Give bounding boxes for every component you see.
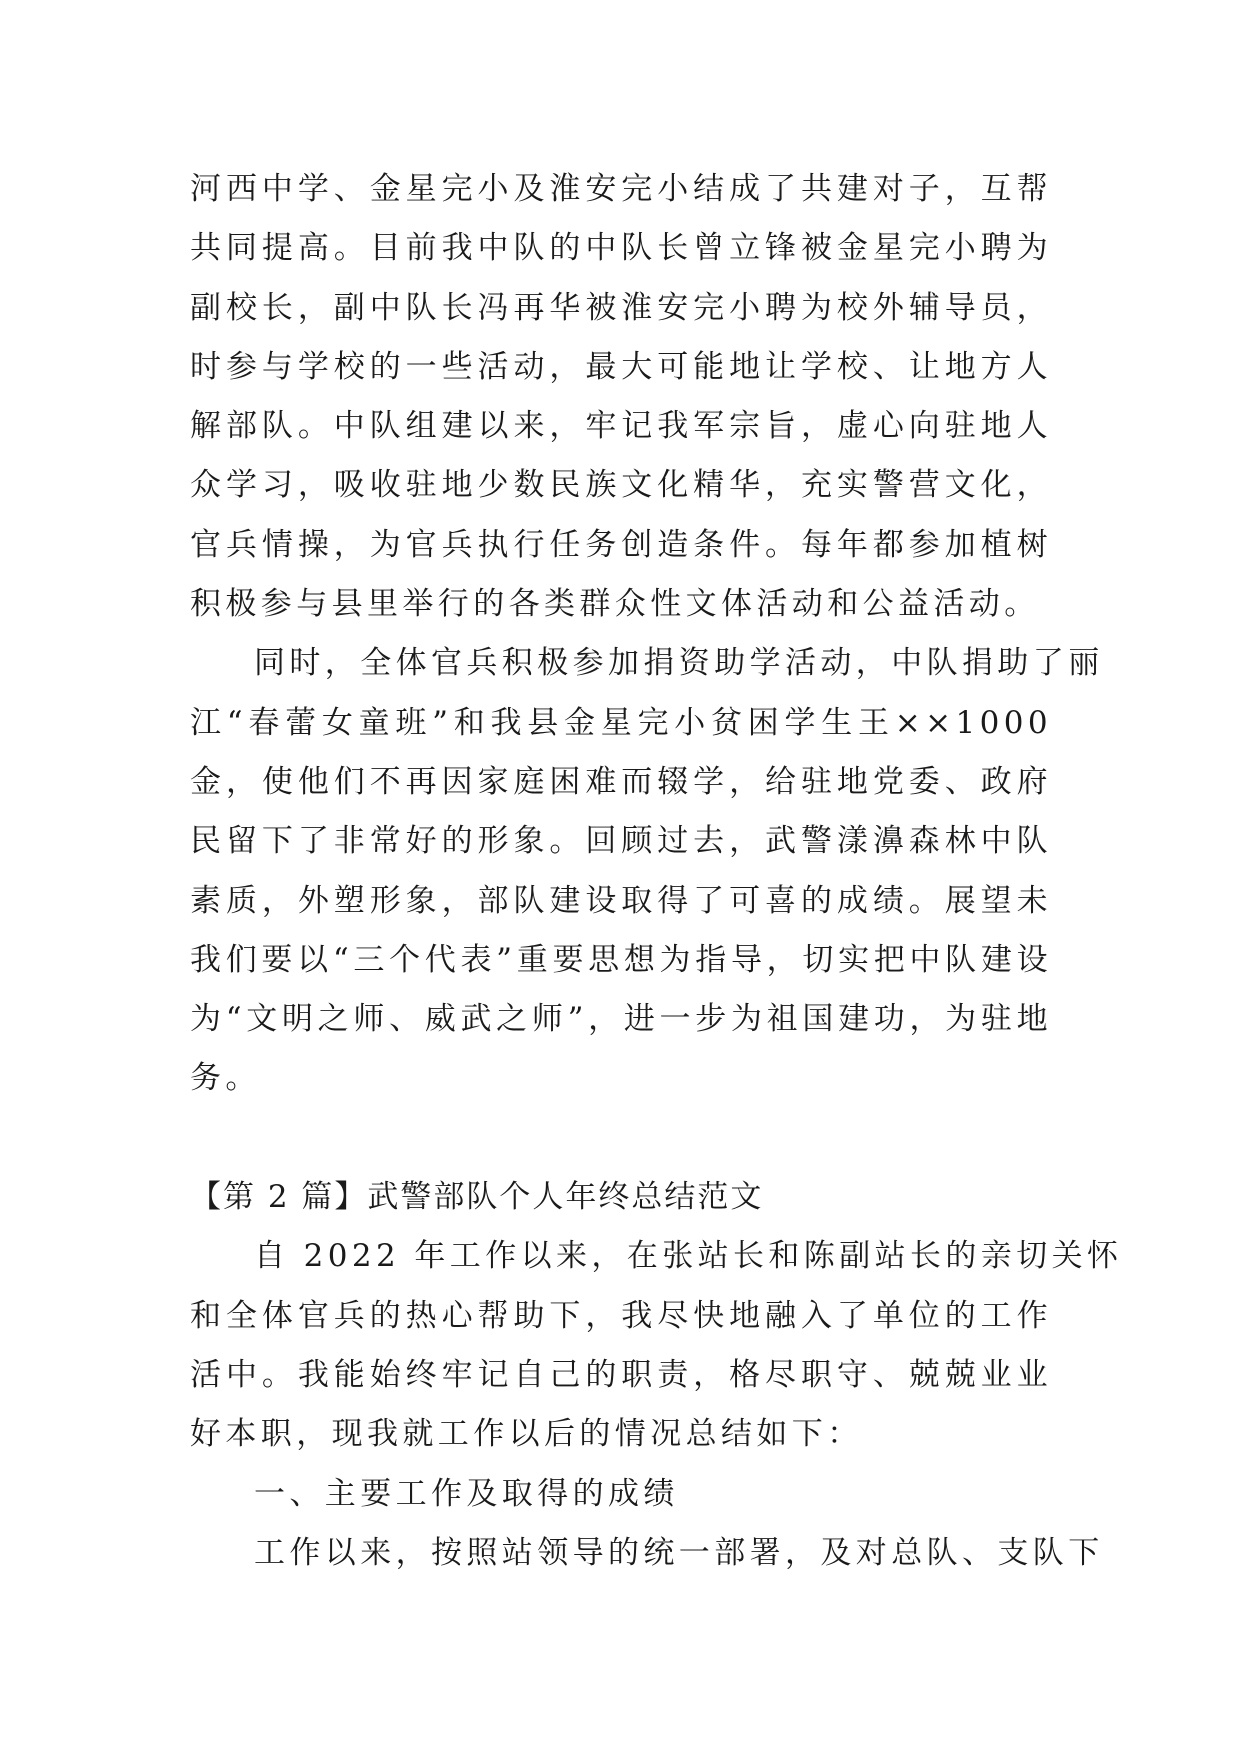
paragraph-4 (190, 1524, 1104, 1583)
paragraph-spacer (190, 1109, 1052, 1168)
text-line: 我们要以“三个代表”重要思想为指导，切实把中队建设 (190, 941, 1052, 978)
text-line: 众学习，吸收驻地少数民族文化精华，充实警营文化， (190, 467, 1052, 504)
text-line: 江“春蕾女童班”和我县金星完小贫困学生王××1000 (190, 704, 1052, 741)
text-line: 活中。我能始终牢记自己的职责，格尽职守、兢兢业业 (190, 1356, 1052, 1393)
paragraph-3 (190, 1227, 1123, 1464)
text-line: 和全体官兵的热心帮助下，我尽快地融入了单位的工作 (190, 1297, 1052, 1334)
text-line: 积极参与县里举行的各类群众性文体活动和公益活动。 (190, 586, 1040, 623)
paragraph-1 (190, 160, 1052, 634)
text-line: 河西中学、金星完小及淮安完小结成了共建对子，互帮 (190, 171, 1052, 207)
text-line: 素质，外塑形象，部队建设取得了可喜的成绩。展望未 (190, 882, 1052, 919)
text-line: 自 2022 年工作以来，在张站长和陈副站长的亲切关怀 (254, 1238, 1123, 1275)
text-line: 工作以来，按照站领导的统一部署，及对总队、支队下 (254, 1534, 1104, 1571)
section-heading: 【第 2 篇】武警部队个人年终总结范文 (190, 1179, 764, 1216)
text-line: 为“文明之师、威武之师”，进一步为祖国建功，为驻地 (190, 1001, 1052, 1038)
text-line: 民留下了非常好的形象。回顾过去，武警漾濞森林中队 (190, 823, 1052, 860)
text-line: 好本职，现我就工作以后的情况总结如下： (190, 1416, 863, 1453)
text-line: 金，使他们不再因家庭困难而辍学，给驻地党委、政府 (190, 763, 1052, 800)
text-line: 副校长，副中队长冯再华被淮安完小聘为校外辅导员， (190, 289, 1052, 326)
text-line: 时参与学校的一些活动，最大可能地让学校、让地方人 (190, 348, 1052, 385)
paragraph-2 (190, 634, 1104, 1108)
text-line: 解部队。中队组建以来，牢记我军宗旨，虚心向驻地人 (190, 408, 1052, 445)
text-line: 共同提高。目前我中队的中队长曾立锋被金星完小聘为 (190, 230, 1052, 267)
text-line: 官兵情操，为官兵执行任务创造条件。每年都参加植树 (190, 526, 1052, 563)
subheading: 一、主要工作及取得的成绩 (254, 1475, 679, 1512)
document-body (190, 160, 1123, 1583)
text-line: 务。 (190, 1060, 261, 1097)
text-line: 同时，全体官兵积极参加捐资助学活动，中队捐助了丽 (254, 645, 1104, 682)
